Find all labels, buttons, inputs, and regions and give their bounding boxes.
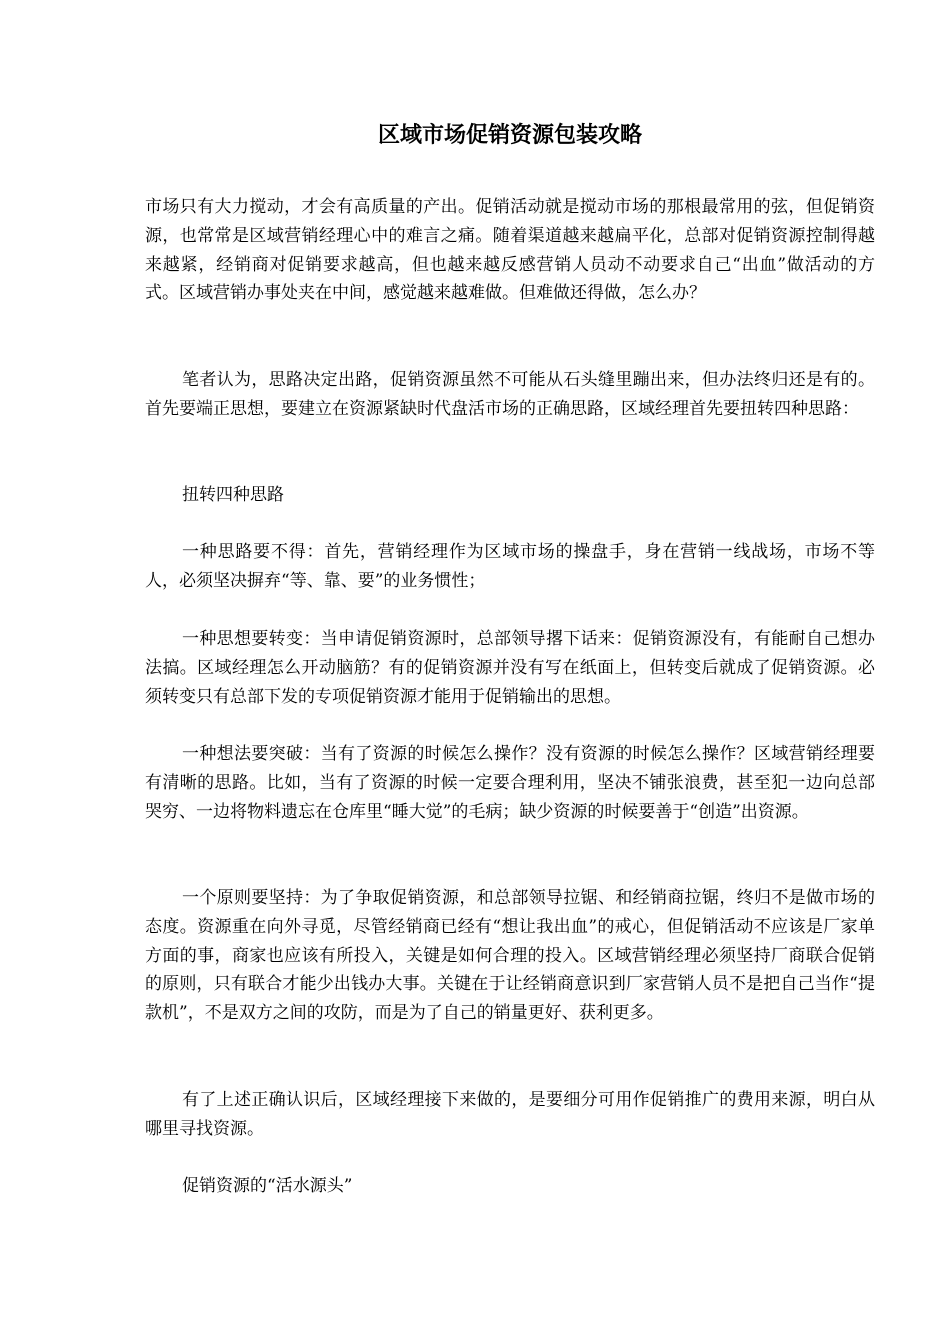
section-heading-resource-source: 促销资源的“活水源头” xyxy=(182,1176,353,1196)
paragraph-next-step: 有了上述正确认识后，区域经理接下来做的，是要细分可用作促销推广的费用来源，明白从哪里寻找资源。 xyxy=(145,1090,875,1139)
paragraph-thought-one: 一种思路要不得：首先，营销经理作为区域市场的操盘手，身在营销一线战场，市场不等人，必须坚决摒弃“等、靠、要”的业务惯性； xyxy=(145,542,875,591)
paragraph-thought-two: 一种思想要转变：当申请促销资源时，总部领导撂下话来：促销资源没有，有能耐自己想办法搞。区域经理怎么开动脑筋？有的促销资源并没有写在纸面上，但转变后就成了促销资源。必须转变只有总部下发的专项促销资源才能用于促销输出的思想。 xyxy=(145,629,875,707)
document-title: 区域市场促销资源包装攻略 xyxy=(377,122,642,148)
paragraph-intro: 市场只有大力搅动，才会有高质量的产出。促销活动就是搅动市场的那根最常用的弦，但促销资源，也常常是区域营销经理心中的难言之痛。随着渠道越来越扁平化，总部对促销资源控制得越来越紧，经销商对促销要求越高，但也越来越反感营销人员动不动要求自己“出血”做活动的方式。区域营销办事处夹在中间，感觉越来越难做。但难做还得做，怎么办？ xyxy=(145,197,875,304)
paragraph-author-view: 笔者认为，思路决定出路，促销资源虽然不可能从石头缝里蹦出来，但办法终归还是有的。首先要端正思想，要建立在资源紧缺时代盘活市场的正确思路，区域经理首先要扭转四种思路： xyxy=(145,370,875,419)
paragraph-principle: 一个原则要坚持：为了争取促销资源，和总部领导拉锯、和经销商拉锯，终归不是做市场的态度。资源重在向外寻觅，尽管经销商已经有“想让我出血”的戒心，但促销活动不应该是厂家单方面的事，商家也应该有所投入，关键是如何合理的投入。区域营销经理必须坚持厂商联合促销的原则，只有联合才能少出钱办大事。关键在于让经销商意识到厂家营销人员不是把自己当作“提款机”，不是双方之间的攻防，而是为了自己的销量更好、获利更多。 xyxy=(145,888,875,1024)
paragraph-thought-three: 一种想法要突破：当有了资源的时候怎么操作？没有资源的时候怎么操作？区域营销经理要有清晰的思路。比如，当有了资源的时候一定要合理利用，坚决不铺张浪费，甚至犯一边向总部哭穷、一边将物料遗忘在仓库里“睡大觉”的毛病；缺少资源的时候要善于“创造”出资源。 xyxy=(145,744,875,822)
section-heading-four-thoughts: 扭转四种思路 xyxy=(182,485,284,505)
